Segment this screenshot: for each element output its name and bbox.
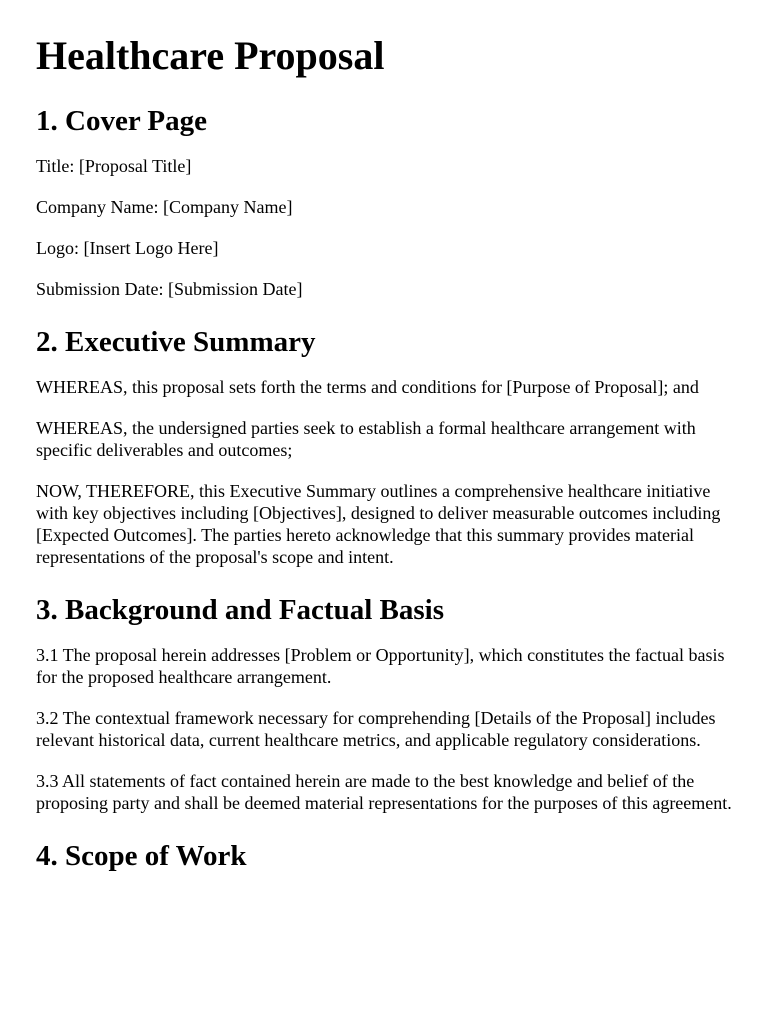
- section-scope-of-work: [36, 839, 734, 873]
- section-heading: 3. Background and Factual Basis: [36, 594, 444, 626]
- section-heading: 4. Scope of Work: [36, 840, 247, 872]
- section-executive-summary: [36, 325, 734, 568]
- section-cover-page: [36, 104, 734, 300]
- section-heading: 2. Executive Summary: [36, 326, 316, 358]
- cover-date-line: Submission Date: [Submission Date]: [36, 279, 303, 299]
- cover-company-line: Company Name: [Company Name]: [36, 197, 293, 217]
- background-paragraph: 3.1 The proposal herein addresses [Problem or Opportunity], which constitutes the factual basis for the proposed healthcare arrangement.: [36, 645, 725, 687]
- summary-paragraph: WHEREAS, the undersigned parties seek to establish a formal healthcare arrangement with specific deliverables and outcomes;: [36, 418, 696, 460]
- cover-logo-line: Logo: [Insert Logo Here]: [36, 238, 219, 258]
- background-paragraph: 3.2 The contextual framework necessary for comprehending [Details of the Proposal] includes relevant historical data, current healthcare metrics, and applicable regulatory considerations.: [36, 708, 716, 750]
- cover-title-line: Title: [Proposal Title]: [36, 156, 192, 176]
- summary-paragraph: WHEREAS, this proposal sets forth the terms and conditions for [Purpose of Proposal]; and: [36, 377, 699, 397]
- document-title: Healthcare Proposal: [36, 33, 385, 78]
- section-background: [36, 593, 734, 814]
- section-heading: 1. Cover Page: [36, 105, 207, 137]
- background-paragraph: 3.3 All statements of fact contained herein are made to the best knowledge and belief of the proposing party and shall be deemed material representations for the purposes of this agreement.: [36, 771, 732, 813]
- summary-paragraph: NOW, THEREFORE, this Executive Summary outlines a comprehensive healthcare initiative with key objectives including [Objectives], designed to deliver measurable outcomes including [Expected Outcomes]. The parties hereto acknowledge that this summary provides material representations of the proposal's scope and intent.: [36, 481, 721, 567]
